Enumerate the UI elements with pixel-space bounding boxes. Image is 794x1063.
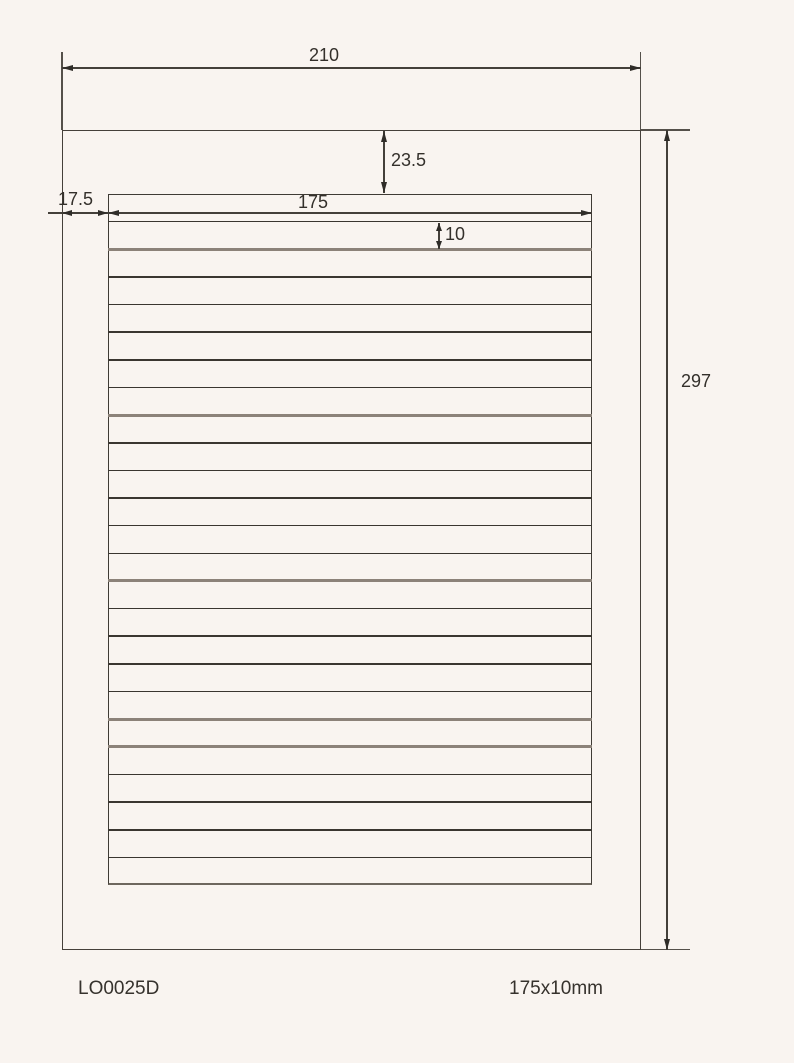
dim-top-margin-arrow-up [381, 131, 387, 142]
dim-left-margin-arrow-right [98, 210, 108, 216]
label-row-divider [108, 248, 592, 251]
dim-left-margin-arrow-left [62, 210, 72, 216]
dim-label-width-line [108, 212, 592, 213]
dim-sheet-height-label: 297 [681, 371, 712, 391]
dim-top-margin-arrow-down [381, 182, 387, 193]
dim-sheet-height-arrow-down [664, 939, 670, 950]
label-row-divider [108, 276, 592, 278]
label-row-divider [108, 663, 592, 665]
dim-sheet-width-label: 210 [308, 45, 340, 65]
label-row-divider [108, 331, 592, 333]
label-row-divider [108, 553, 592, 555]
dim-label-width-arrow-right [581, 210, 592, 216]
label-row-divider [108, 221, 592, 223]
label-row-divider [108, 829, 592, 831]
dim-label-width-label: 175 [297, 192, 329, 212]
label-row-divider [108, 442, 592, 444]
product-code: LO0025D [78, 978, 160, 999]
dim-sheet-height-line [666, 130, 667, 950]
label-row-divider [108, 470, 592, 472]
label-row-divider [108, 691, 592, 693]
label-row-divider [108, 635, 592, 637]
dim-sheet-width-arrow-left [62, 65, 73, 71]
label-row-divider [108, 774, 592, 776]
dim-sheet-width-line [62, 67, 641, 68]
label-row-divider [108, 579, 592, 582]
dim-label-width-arrow-left [108, 210, 119, 216]
label-row-divider [108, 525, 592, 527]
dim-sheet-width-arrow-right [630, 65, 641, 71]
label-row-divider [108, 745, 592, 748]
dim-sheet-height-arrow-up [664, 130, 670, 141]
label-row-divider [108, 608, 592, 610]
dim-left-margin-label: 17.5 [58, 189, 94, 209]
dim-top-margin-label: 23.5 [391, 150, 427, 170]
dim-label-height-arrow-up [436, 223, 442, 231]
dim-label-height-arrow-down [436, 241, 442, 249]
label-row-divider [108, 801, 592, 803]
label-row-divider [108, 304, 592, 306]
dim-label-height-label: 10 [445, 224, 466, 244]
label-row-divider [108, 718, 592, 721]
label-rows [108, 194, 592, 885]
label-row-divider [108, 857, 592, 859]
label-row-divider [108, 359, 592, 361]
label-row-divider [108, 497, 592, 499]
label-row-divider [108, 387, 592, 389]
label-size: 175x10mm [509, 978, 603, 999]
label-row-divider [108, 414, 592, 417]
